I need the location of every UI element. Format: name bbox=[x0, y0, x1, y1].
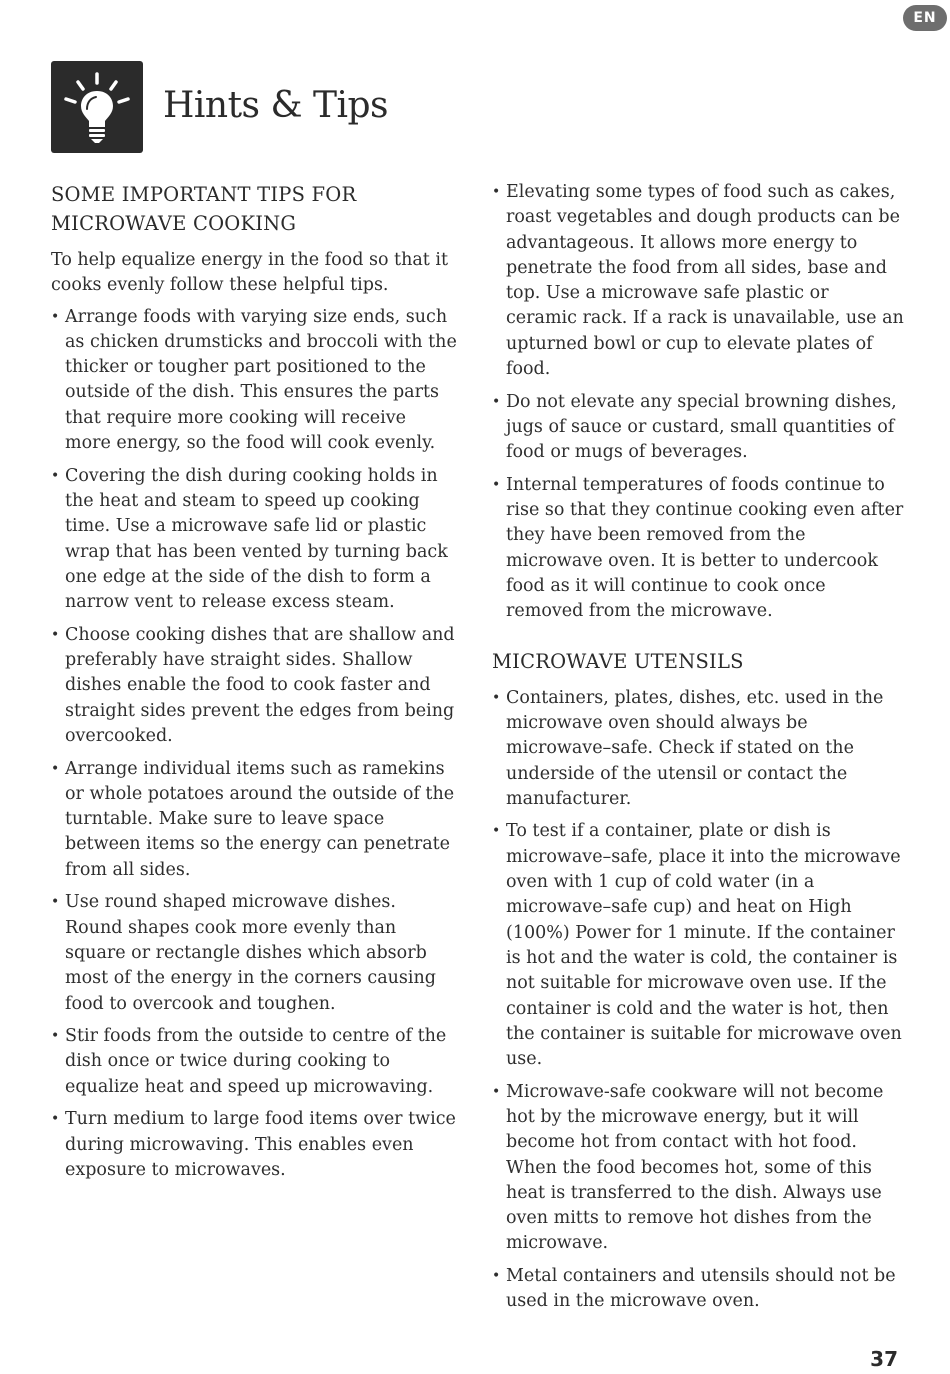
intro-paragraph: To help equalize energy in the food so that it cooks evenly follow these helpful tips. bbox=[51, 250, 449, 296]
language-badge: EN bbox=[903, 5, 947, 31]
left-column bbox=[51, 180, 457, 1190]
list-item: • Choose cooking dishes that are shallow and preferably have straight sides. Shallow dishes enable the food to cook faster and straight sides prevent the edges from being overcooked. bbox=[51, 623, 457, 749]
list-item: • Metal containers and utensils should not be used in the microwave oven. bbox=[492, 1264, 904, 1315]
list-item: • Internal temperatures of foods continue to rise so that they continue cooking even after they have been removed from the microwave oven. It is better to undercook food as it will continue to cook once removed from the microwave. bbox=[492, 473, 904, 625]
cooking-tips-list bbox=[51, 305, 457, 1184]
list-item: • Containers, plates, dishes, etc. used in the microwave oven should always be microwave–safe. Check if stated on the underside of the utensil or contact the manufacturer. bbox=[492, 686, 904, 812]
list-item: • Microwave-safe cookware will not become hot by the microwave energy, but it will become hot from contact with hot food. When the food becomes hot, some of this heat is transferred to the dish. Always use oven mitts to remove hot dishes from the microwave. bbox=[492, 1080, 904, 1257]
page-title: Hints & Tips bbox=[163, 85, 389, 126]
list-item: • Elevating some types of food such as cakes, roast vegetables and dough products can be advantageous. It allows more energy to penetrate the food from all sides, base and top. Use a microwave safe plastic or ceramic rack. If a rack is unavailable, use an upturned bowl or cup to elevate plates of food. bbox=[492, 180, 904, 382]
section-heading-cooking-tips: SOME IMPORTANT TIPS FOR MICROWAVE COOKING bbox=[51, 183, 357, 235]
list-item: • Use round shaped microwave dishes. Round shapes cook more evenly than square or rectangle dishes which absorb most of the energy in the corners causing food to overcook and toughen. bbox=[51, 890, 457, 1016]
list-item: • Turn medium to large food items over twice during microwaving. This enables even exposure to microwaves. bbox=[51, 1107, 457, 1183]
page-number: 37 bbox=[870, 1347, 898, 1371]
list-item: • Do not elevate any special browning dishes, jugs of sauce or custard, small quantities of food or mugs of beverages. bbox=[492, 390, 904, 466]
list-item: • Arrange foods with varying size ends, such as chicken drumsticks and broccoli with the thicker or tougher part positioned to the outside of the dish. This ensures the parts that require more cooking will receive more energy, so the food will cook evenly. bbox=[51, 305, 457, 457]
right-column bbox=[492, 180, 904, 1322]
lightbulb-icon bbox=[51, 61, 143, 153]
cooking-tips-list-continued bbox=[492, 180, 904, 625]
list-item: • Arrange individual items such as ramekins or whole potatoes around the outside of the turntable. Make sure to leave space between items so the energy can penetrate from all sides. bbox=[51, 757, 457, 883]
list-item: • To test if a container, plate or dish is microwave–safe, place it into the microwave oven with 1 cup of cold water (in a microwave–safe cup) and heat on High (100%) Power for 1 minute. If the container is hot and the water is cold, the container is not suitable for microwave oven use. If the container is cold and the water is hot, then the container is suitable for microwave oven use. bbox=[492, 819, 904, 1072]
list-item: • Stir foods from the outside to centre of the dish once or twice during cooking to equalize heat and speed up microwaving. bbox=[51, 1024, 457, 1100]
list-item: • Covering the dish during cooking holds in the heat and steam to speed up cooking time. Use a microwave safe lid or plastic wrap that has been vented by turning back one edge at the side of the dish to form a narrow vent to release excess steam. bbox=[51, 464, 457, 616]
utensils-list bbox=[492, 686, 904, 1315]
section-heading-utensils: MICROWAVE UTENSILS bbox=[492, 649, 744, 673]
